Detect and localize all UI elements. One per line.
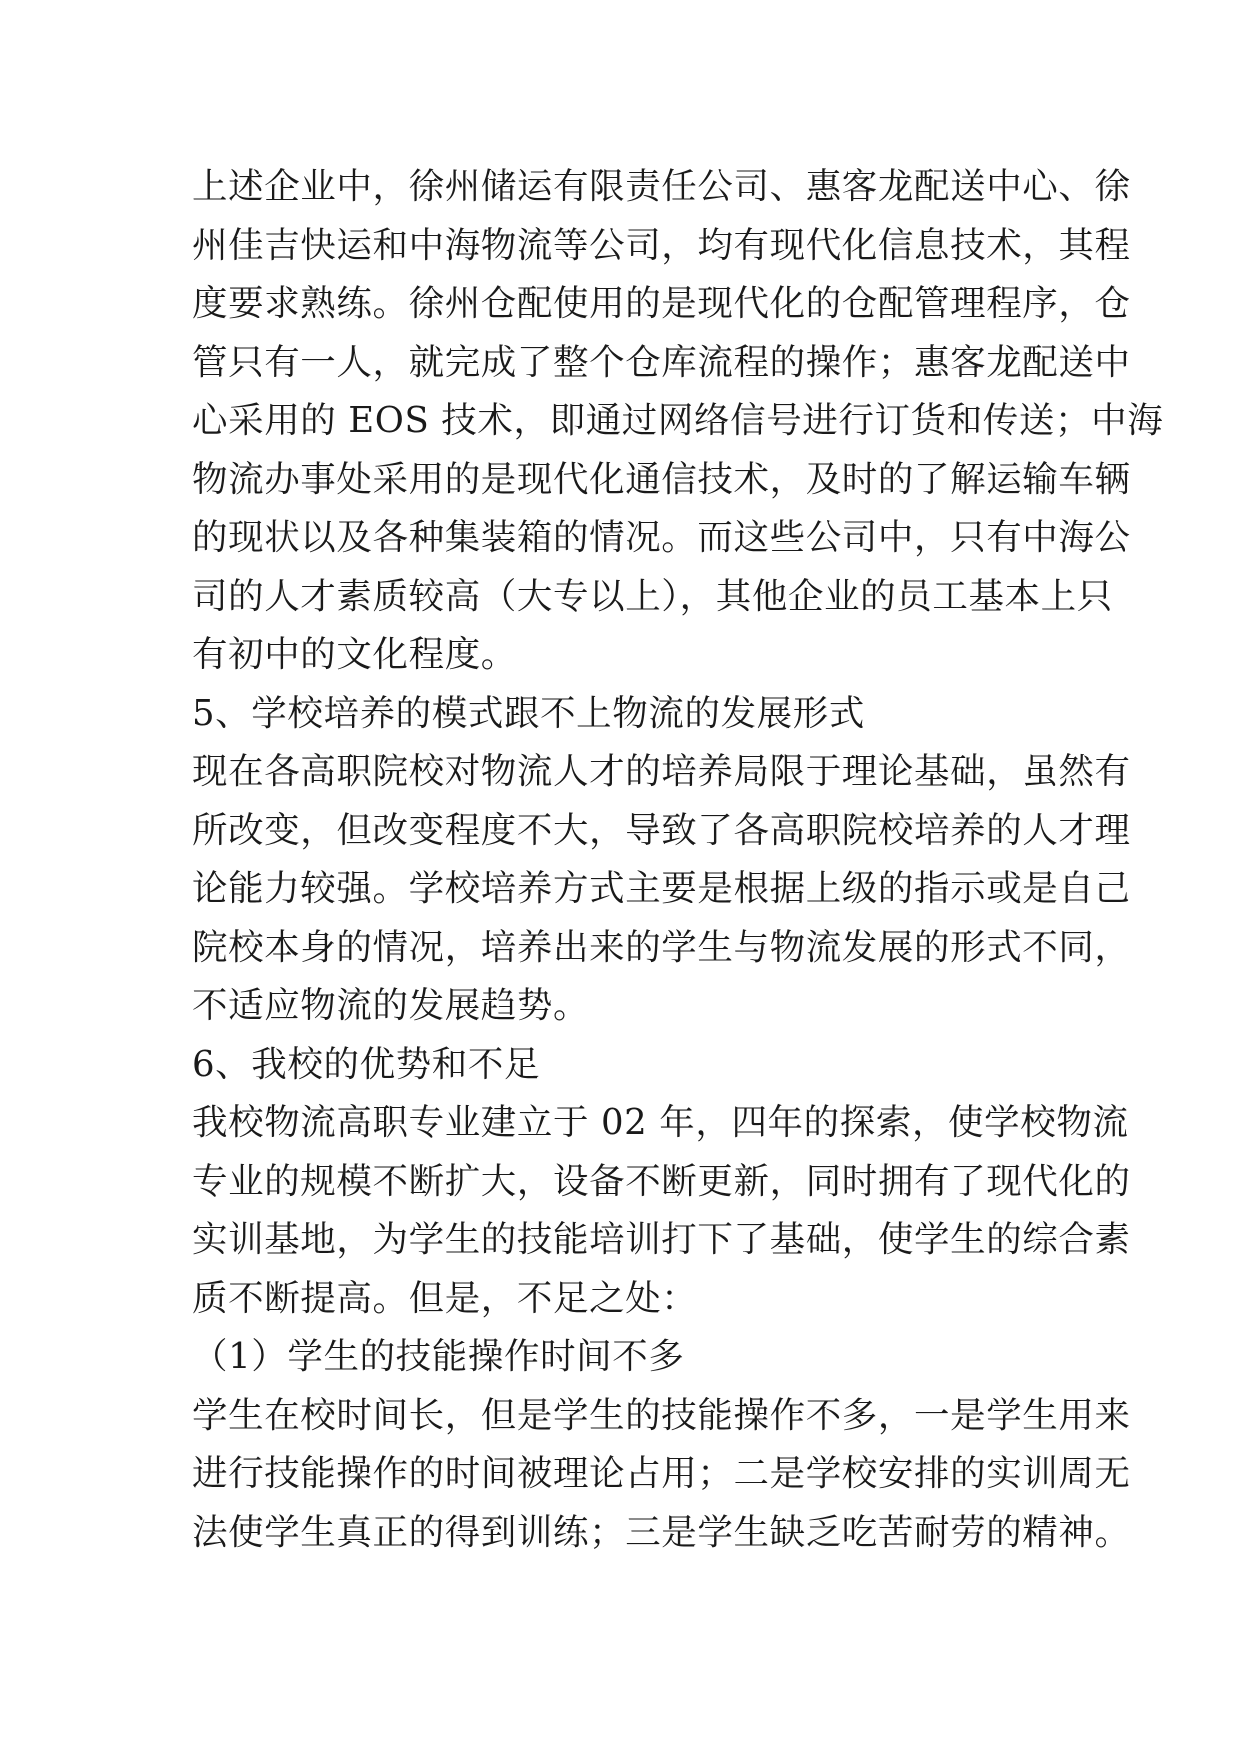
paragraph-line: 有初中的文化程度。 — [192, 634, 517, 675]
paragraph-line: 论能力较强。学校培养方式主要是根据上级的指示或是自己 — [192, 868, 1131, 909]
paragraph-line: 质不断提高。但是，不足之处： — [192, 1277, 698, 1319]
paragraph-line: 心采用的 EOS 技术，即通过网络信号进行订货和传送；中海 — [192, 400, 1164, 441]
paragraph-line: 实训基地，为学生的技能培训打下了基础，使学生的综合素 — [192, 1219, 1131, 1260]
section-heading-6: 6、我校的优势和不足 — [192, 1043, 541, 1085]
paragraph-line: 度要求熟练。徐州仓配使用的是现代化的仓配管理程序，仓 — [192, 283, 1131, 324]
paragraph-line: 院校本身的情况，培养出来的学生与物流发展的形式不同， — [192, 926, 1131, 968]
paragraph-line: 学生在校时间长，但是学生的技能操作不多，一是学生用来 — [192, 1394, 1131, 1436]
paragraph-line: 州佳吉快运和中海物流等公司，均有现代化信息技术，其程 — [192, 224, 1131, 266]
paragraph-line: 的现状以及各种集装箱的情况。而这些公司中，只有中海公 — [192, 517, 1131, 558]
paragraph-line: 司的人才素质较高（大专以上），其他企业的员工基本上只 — [192, 575, 1113, 617]
paragraph-line: 物流办事处采用的是现代化通信技术，及时的了解运输车辆 — [192, 458, 1131, 500]
body-text — [192, 158, 1164, 1562]
paragraph-line: 我校物流高职专业建立于 02 年，四年的探索，使学校物流 — [192, 1102, 1129, 1143]
paragraph-line: 专业的规模不断扩大，设备不断更新，同时拥有了现代化的 — [192, 1160, 1131, 1202]
paragraph-line: 进行技能操作的时间被理论占用；二是学校安排的实训周无 — [192, 1453, 1131, 1494]
paragraph-line: 上述企业中，徐州储运有限责任公司、惠客龙配送中心、徐 — [192, 166, 1131, 207]
paragraph-line: 管只有一人，就完成了整个仓库流程的操作；惠客龙配送中 — [192, 341, 1131, 383]
paragraph-line: 现在各高职院校对物流人才的培养局限于理论基础，虽然有 — [192, 751, 1131, 792]
paragraph-line: 不适应物流的发展趋势。 — [192, 985, 590, 1026]
section-heading-5: 5、学校培养的模式跟不上物流的发展形式 — [192, 692, 865, 734]
subheading-1: （1）学生的技能操作时间不多 — [192, 1336, 685, 1377]
paragraph-line: 法使学生真正的得到训练；三是学生缺乏吃苦耐劳的精神。 — [192, 1511, 1131, 1553]
paragraph-line: 所改变，但改变程度不大，导致了各高职院校培养的人才理 — [192, 809, 1131, 851]
